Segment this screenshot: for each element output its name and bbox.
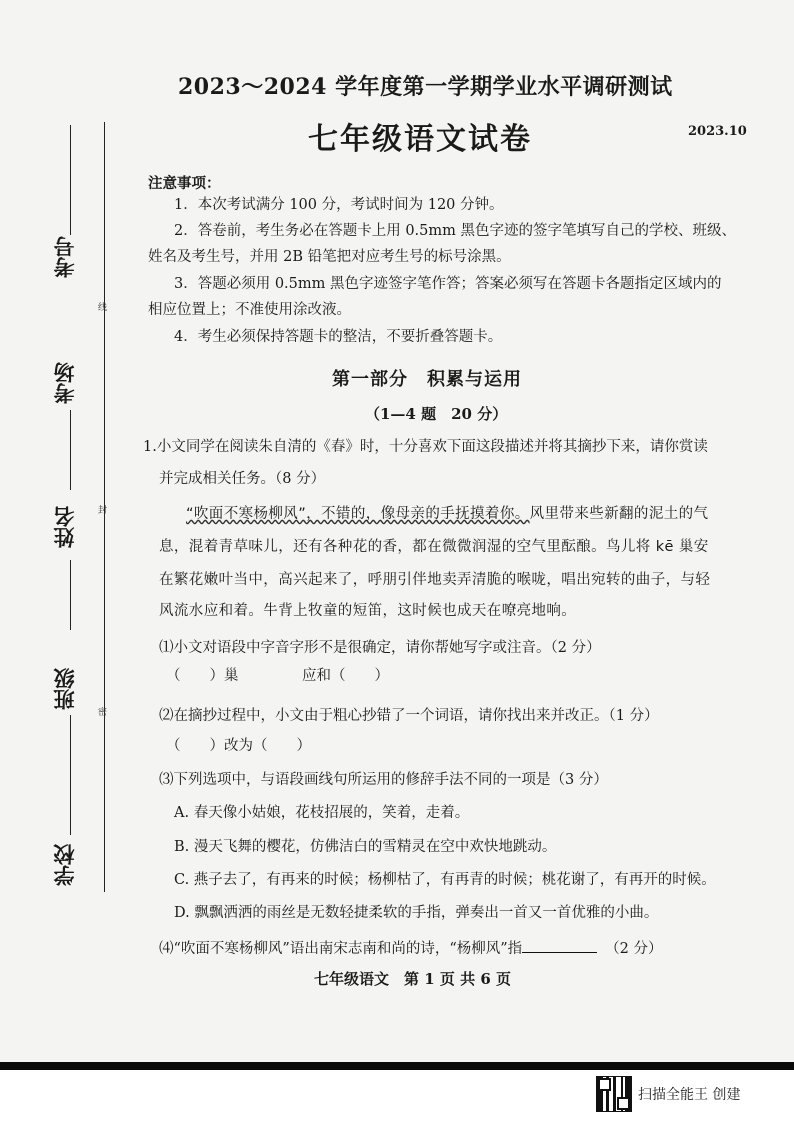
seal-mark-line: 线: [98, 303, 108, 313]
notice-item-3: 3．答题必须用 0.5mm 黑色字迹签字笔作答；答案必须写在答题卡各题指定区域内的: [174, 276, 722, 292]
passage-line-4: 风流水应和着。牛背上牧童的短笛，这时候也成天在嘹亮地响。: [159, 603, 577, 619]
notice-item-2-cont: 姓名及考生号，并用 2B 铅笔把对应考生号的标号涂黑。: [148, 249, 511, 265]
q1-sub4: [159, 937, 663, 958]
q1-sub3-option-d: D. 飘飘洒洒的雨丝是无数轻捷柔软的手指，弹奏出一首又一首优雅的小曲。: [174, 905, 659, 921]
q1-sub4-answer-blank: [522, 940, 597, 953]
passage-line-3: 在繁花嫩叶当中，高兴起来了，呼朋引伴地卖弄清脆的喉咙，唱出宛转的曲子，与轻: [159, 572, 711, 588]
student-name-label: 姓名: [52, 506, 77, 548]
seal-mark-seal: 封: [98, 506, 108, 516]
notice-item-2: 2．答卷前，考生务必在答题卡上用 0.5mm 黑色字迹的签字笔填写自己的学校、班级、: [174, 223, 736, 239]
passage-underlined-sentence: “吹面不寒杨柳风”，不错的，像母亲的手抚摸着你。: [186, 506, 530, 522]
exam-date: 2023.10: [688, 124, 747, 139]
q1-sub3-text: ⑶下列选项中，与语段画线句所运用的修辞手法不同的一项是（3 分）: [159, 772, 608, 788]
scanner-watermark: 扫描全能王 创建: [638, 1087, 741, 1103]
notice-item-3-cont: 相应位置上；不准使用涂改液。: [148, 302, 351, 318]
exam-room-label: 考场: [52, 362, 77, 404]
q1-sub4-score: （2 分）: [605, 941, 663, 957]
notice-item-4: 4．考生必须保持答题卡的整洁，不要折叠答题卡。: [174, 329, 503, 345]
name-write-line-4: [70, 715, 71, 835]
page-footer: 七年级语文 第 1 页 共 6 页: [314, 970, 511, 988]
q1-sub1-blank-2: 应和（ ）: [302, 668, 389, 684]
qr-code-icon: [596, 1076, 632, 1112]
q1-stem-line-1: 1.小文同学在阅读朱自清的《春》时，十分喜欢下面这段描述并将其摘抄下来，请你赏读: [143, 439, 708, 455]
paper-title: 七年级语文试卷: [308, 122, 532, 157]
q1-sub3-option-a: A. 春天像小姑娘，花枝招展的，笑着，走着。: [174, 805, 470, 821]
q1-sub4-text: ⑷“吹面不寒杨柳风”语出南宋志南和尚的诗，“杨柳风”指: [159, 941, 523, 957]
name-write-line-2: [70, 410, 71, 490]
school-label: 学校: [52, 844, 77, 886]
class-label: 班级: [52, 668, 77, 710]
passage-line-1-rest: 风里带来些新翻的泥土的气: [529, 506, 709, 522]
passage-line-1: [186, 502, 708, 523]
passage-line-2: 息，混着青草味儿，还有各种花的香，都在微微润湿的空气里酝酿。鸟儿将 kē 巢安: [159, 539, 709, 555]
scan-edge-band: [0, 1062, 794, 1070]
q1-sub1-blank-1: （ ）巢: [166, 668, 239, 684]
section-title: 第一部分 积累与运用: [332, 369, 522, 390]
exam-number-label: 考号: [52, 236, 77, 278]
seal-mark-secret: 密: [98, 708, 108, 718]
q1-sub3-option-b: B. 漫天飞舞的樱花，仿佛洁白的雪精灵在空中欢快地跳动。: [174, 839, 557, 855]
notice-heading: 注意事项：: [148, 175, 221, 192]
notice-item-1: 1．本次考试满分 100 分，考试时间为 120 分钟。: [174, 197, 504, 213]
q1-sub1-text: ⑴小文对语段中字音字形不是很确定，请你帮她写字或注音。（2 分）: [159, 640, 601, 656]
exam-title: 2023～2024 学年度第一学期学业水平调研测试: [178, 74, 673, 100]
name-write-line-3: [70, 560, 71, 630]
section-range: （1—4 题 20 分）: [365, 405, 508, 423]
q1-sub2-blank: （ ）改为（ ）: [166, 738, 311, 754]
q1-sub2-text: ⑵在摘抄过程中，小文由于粗心抄错了一个词语，请你找出来并改正。（1 分）: [159, 708, 659, 724]
q1-sub3-option-c: C. 燕子去了，有再来的时候；杨柳枯了，有再青的时候；桃花谢了，有再开的时候。: [174, 872, 716, 888]
q1-stem-line-2: 并完成相关任务。（8 分）: [159, 471, 326, 487]
name-write-line-1: [70, 125, 71, 235]
